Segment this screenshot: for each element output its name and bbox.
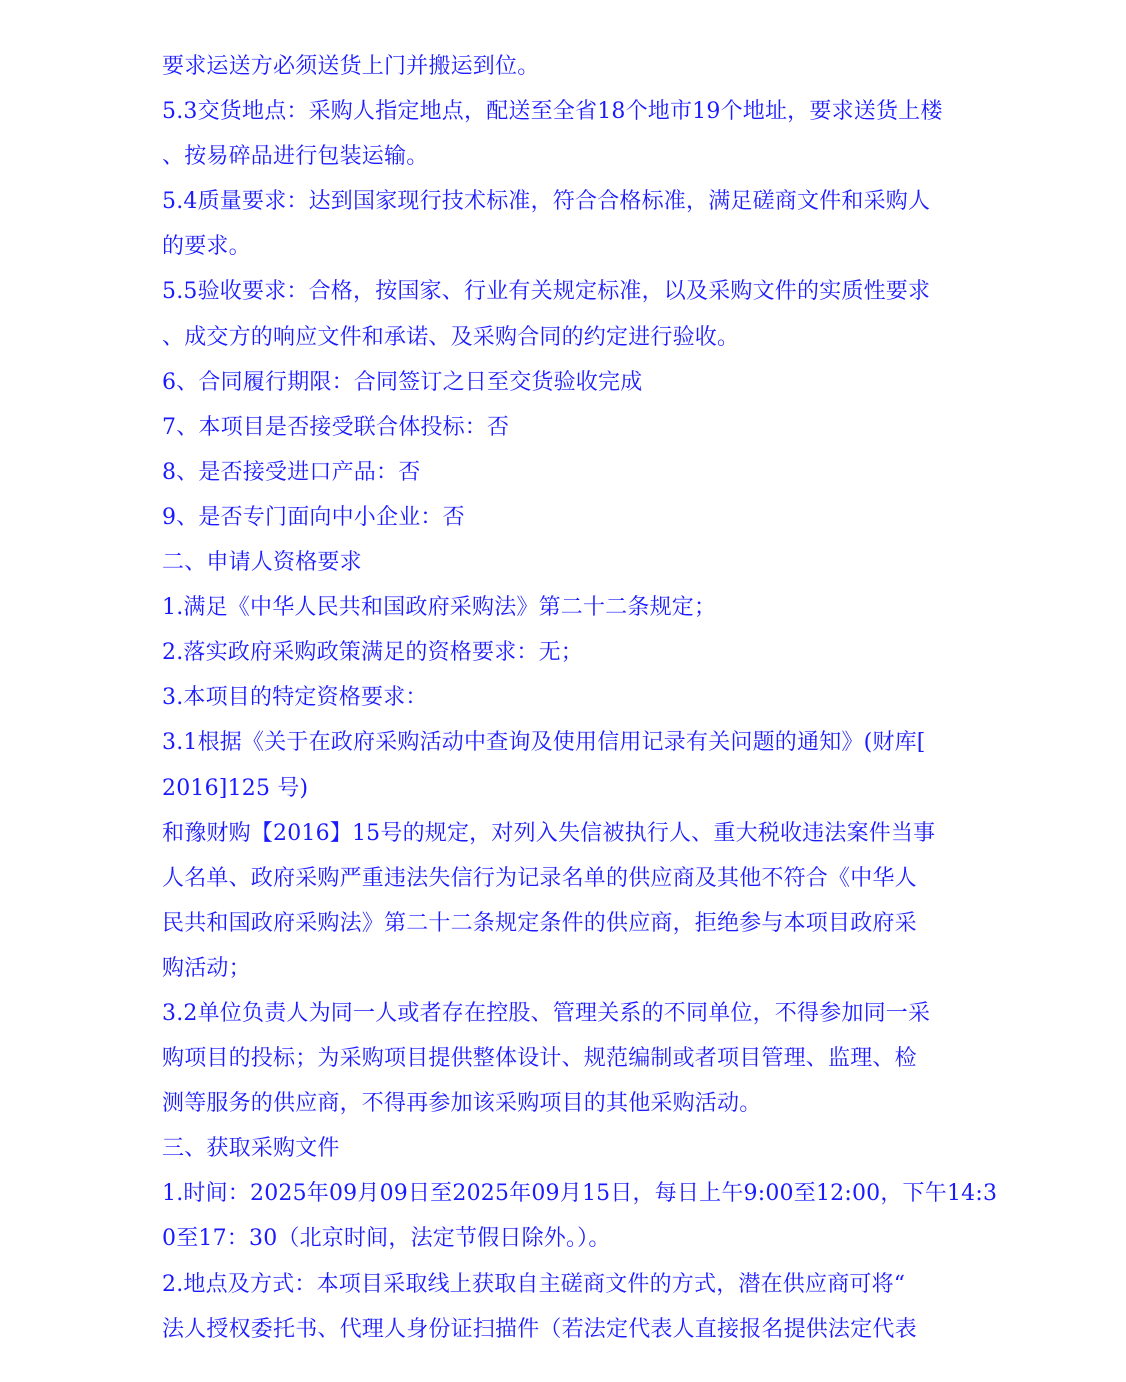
text-line: 购项目的投标；为采购项目提供整体设计、规范编制或者项目管理、监理、检	[162, 1046, 917, 1072]
text-line: 5.3交货地点：采购人指定地点，配送至全省18个地市19个地址，要求送货上楼	[162, 99, 943, 125]
text-line: 2016]125 号)	[162, 775, 309, 801]
document-body	[162, 44, 998, 1352]
text-line: 3.本项目的特定资格要求：	[162, 685, 428, 711]
text-line: 2.地点及方式：本项目采取线上获取自主磋商文件的方式，潜在供应商可将“	[162, 1271, 906, 1297]
text-line: 3.2单位负责人为同一人或者存在控股、管理关系的不同单位，不得参加同一采	[162, 1000, 931, 1026]
text-line: 5.4质量要求：达到国家现行技术标准，符合合格标准，满足磋商文件和采购人	[162, 189, 931, 215]
text-line: 法人授权委托书、代理人身份证扫描件（若法定代表人直接报名提供法定代表	[162, 1316, 917, 1342]
text-line: 、成交方的响应文件和承诺、及采购合同的约定进行验收。	[162, 324, 740, 350]
text-line: 2.落实政府采购政策满足的资格要求：无；	[162, 640, 583, 666]
text-line: 测等服务的供应商，不得再参加该采购项目的其他采购活动。	[162, 1091, 762, 1117]
section-heading: 三、获取采购文件	[162, 1136, 340, 1162]
section-heading: 二、申请人资格要求	[162, 550, 362, 576]
text-line: 的要求。	[162, 234, 251, 260]
text-line: 9、是否专门面向中小企业：否	[162, 504, 465, 530]
text-line: 人名单、政府采购严重违法失信行为记录名单的供应商及其他不符合《中华人	[162, 865, 917, 891]
text-line: 1.时间：2025年09月09日至2025年09月15日，每日上午9:00至12:00，下午14:3	[162, 1181, 998, 1207]
text-line: 0至17：30（北京时间，法定节假日除外。）。	[162, 1226, 611, 1252]
text-line: 和豫财购【2016】15号的规定，对列入失信被执行人、重大税收违法案件当事	[162, 820, 936, 846]
text-line: 要求运送方必须送货上门并搬运到位。	[162, 54, 540, 79]
text-line: 7、本项目是否接受联合体投标：否	[162, 414, 510, 440]
text-line: 、按易碎品进行包装运输。	[162, 144, 429, 170]
text-line: 6、合同履行期限：合同签订之日至交货验收完成	[162, 369, 643, 395]
text-line: 购活动；	[162, 955, 251, 981]
text-line: 民共和国政府采购法》第二十二条规定条件的供应商，拒绝参与本项目政府采	[162, 910, 917, 936]
text-line: 3.1根据《关于在政府采购活动中查询及使用信用记录有关问题的通知》(财库[	[162, 730, 926, 756]
text-line: 5.5验收要求：合格，按国家、行业有关规定标准，以及采购文件的实质性要求	[162, 279, 931, 305]
text-line: 8、是否接受进口产品：否	[162, 459, 421, 485]
text-line: 1.满足《中华人民共和国政府采购法》第二十二条规定；	[162, 595, 717, 621]
